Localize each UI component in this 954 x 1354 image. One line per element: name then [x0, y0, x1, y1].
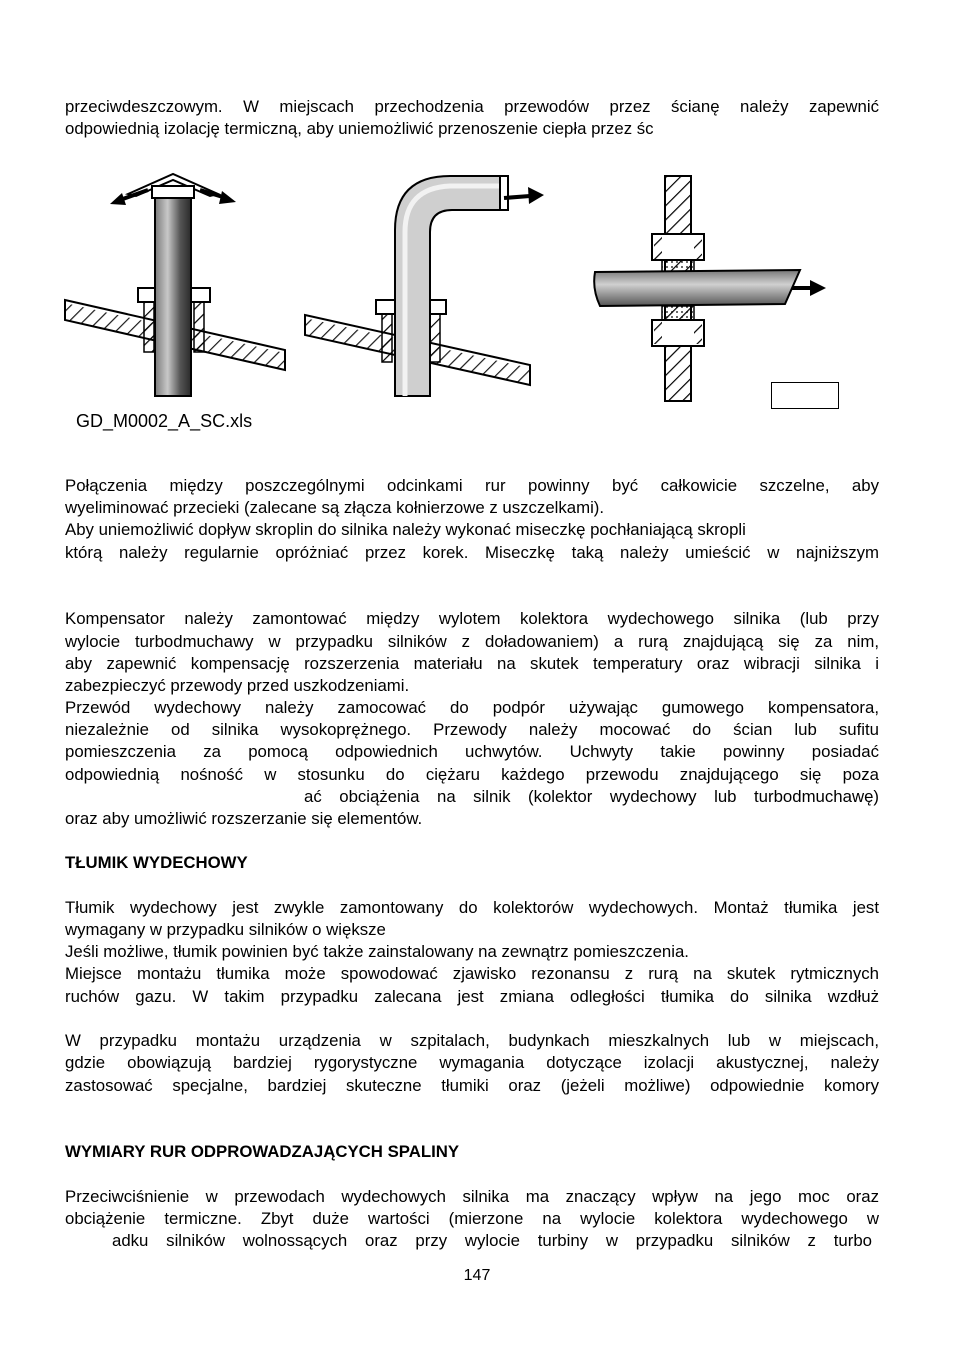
- paragraph-line: ruchów gazu. W takim przypadku zalecana jest zmiana odległości tłumika do silnika wzdłuż: [65, 987, 879, 1006]
- paragraph-line: obciążenie termiczne. Zbyt duże wartości (mierzone na wylocie kolektora wydechowego w: [65, 1209, 879, 1228]
- paragraph-line: Przeciwciśnienie w przewodach wydechowych silnika ma znaczący wpływ na jego moc oraz: [65, 1187, 879, 1206]
- diagram-bent-pipe: [305, 176, 544, 396]
- paragraph-line: zastosować specjalne, bardziej skuteczne tłumiki oraz (jeżeli możliwe) odpowiednie komory: [65, 1076, 879, 1095]
- paragraph-line: wymagany w przypadku silników o większe: [65, 920, 386, 939]
- paragraph-line: niezależnie od silnika wysokoprężnego. Przewody należy mocować do ścian lub sufitu: [65, 720, 879, 739]
- page-number: 147: [463, 1267, 491, 1284]
- paragraph-line: adku silników wolnossących oraz przy wylocie turbiny w przypadku silników z turbo: [112, 1231, 872, 1250]
- paragraph-line: zabezpieczyć przewody przed uszkodzeniami.: [65, 676, 410, 695]
- figure-caption: GD_M0002_A_SC.xls: [76, 411, 253, 431]
- section-heading-dimensions: WYMIARY RUR ODPROWADZAJĄCYCH SPALINY: [65, 1142, 460, 1161]
- paragraph-line: oraz aby umożliwić rozszerzanie się elementów.: [65, 809, 423, 828]
- paragraph-line: Tłumik wydechowy jest zwykle zamontowany do kolektorów wydechowych. Montaż tłumika jest: [65, 898, 879, 917]
- paragraph-line: wyeliminować przecieki (zalecane są złącza kołnierzowe z uszczelkami).: [65, 498, 605, 517]
- paragraph-line: Aby uniemożliwić dopływ skroplin do silnika należy wykonać miseczkę pochłaniającą skropli: [65, 520, 746, 539]
- paragraph-line: wylocie turbodmuchawy w przypadku silników z doładowaniem) a rurą znajdującą się za nim,: [65, 632, 879, 651]
- section-heading-muffler: TŁUMIK WYDECHOWY: [65, 853, 248, 872]
- diagram-vertical-pipe-rain-cap: [65, 174, 285, 396]
- paragraph-line: którą należy regularnie opróżniać przez korek. Miseczkę taką należy umieścić w najniższym: [65, 543, 879, 562]
- paragraph-line: ać obciążenia na silnik (kolektor wydechowy lub turbodmuchawę): [304, 787, 879, 806]
- exhaust-pipe-diagram: [60, 160, 850, 410]
- diagram-pipe-through-wall: [594, 176, 826, 401]
- paragraph-line: W przypadku montażu urządzenia w szpitalach, budynkach mieszkalnych lub w miejscach,: [65, 1031, 879, 1050]
- blank-label-box: [771, 382, 839, 409]
- paragraph-line: Przewód wydechowy należy zamocować do podpór używając gumowego kompensatora,: [65, 698, 879, 717]
- paragraph-line: Kompensator należy zamontować między wylotem kolektora wydechowego silnika (lub przy: [65, 609, 879, 628]
- intro-line: odpowiednią izolację termiczną, aby uniemożliwić przenoszenie ciepła przez śc: [65, 119, 654, 138]
- paragraph-line: odpowiednią nośność w stosunku do ciężaru każdego przewodu znajdującego się poza: [65, 765, 879, 784]
- paragraph-line: aby zapewnić kompensację rozszerzenia materiału na skutek temperatury oraz wibracji silnika i: [65, 654, 879, 673]
- paragraph-line: Miejsce montażu tłumika może spowodować zjawisko rezonansu z rurą na skutek rytmicznych: [65, 964, 879, 983]
- paragraph-line: gdzie obowiązują bardziej rygorystyczne wymagania dotyczące izolacji akustycznej, należy: [65, 1053, 879, 1072]
- paragraph-line: pomieszczenia za pomocą odpowiednich uchwytów. Uchwyty takie powinny posiadać: [65, 742, 879, 761]
- paragraph-line: Połączenia między poszczególnymi odcinkami rur powinny być całkowicie szczelne, aby: [65, 476, 879, 495]
- paragraph-line: Jeśli możliwe, tłumik powinien być także zainstalowany na zewnątrz pomieszczenia.: [65, 942, 689, 961]
- exhaust-pipe-figure: [60, 160, 850, 410]
- intro-line: przeciwdeszczowym. W miejscach przechodzenia przewodów przez ścianę należy zapewnić: [65, 97, 879, 116]
